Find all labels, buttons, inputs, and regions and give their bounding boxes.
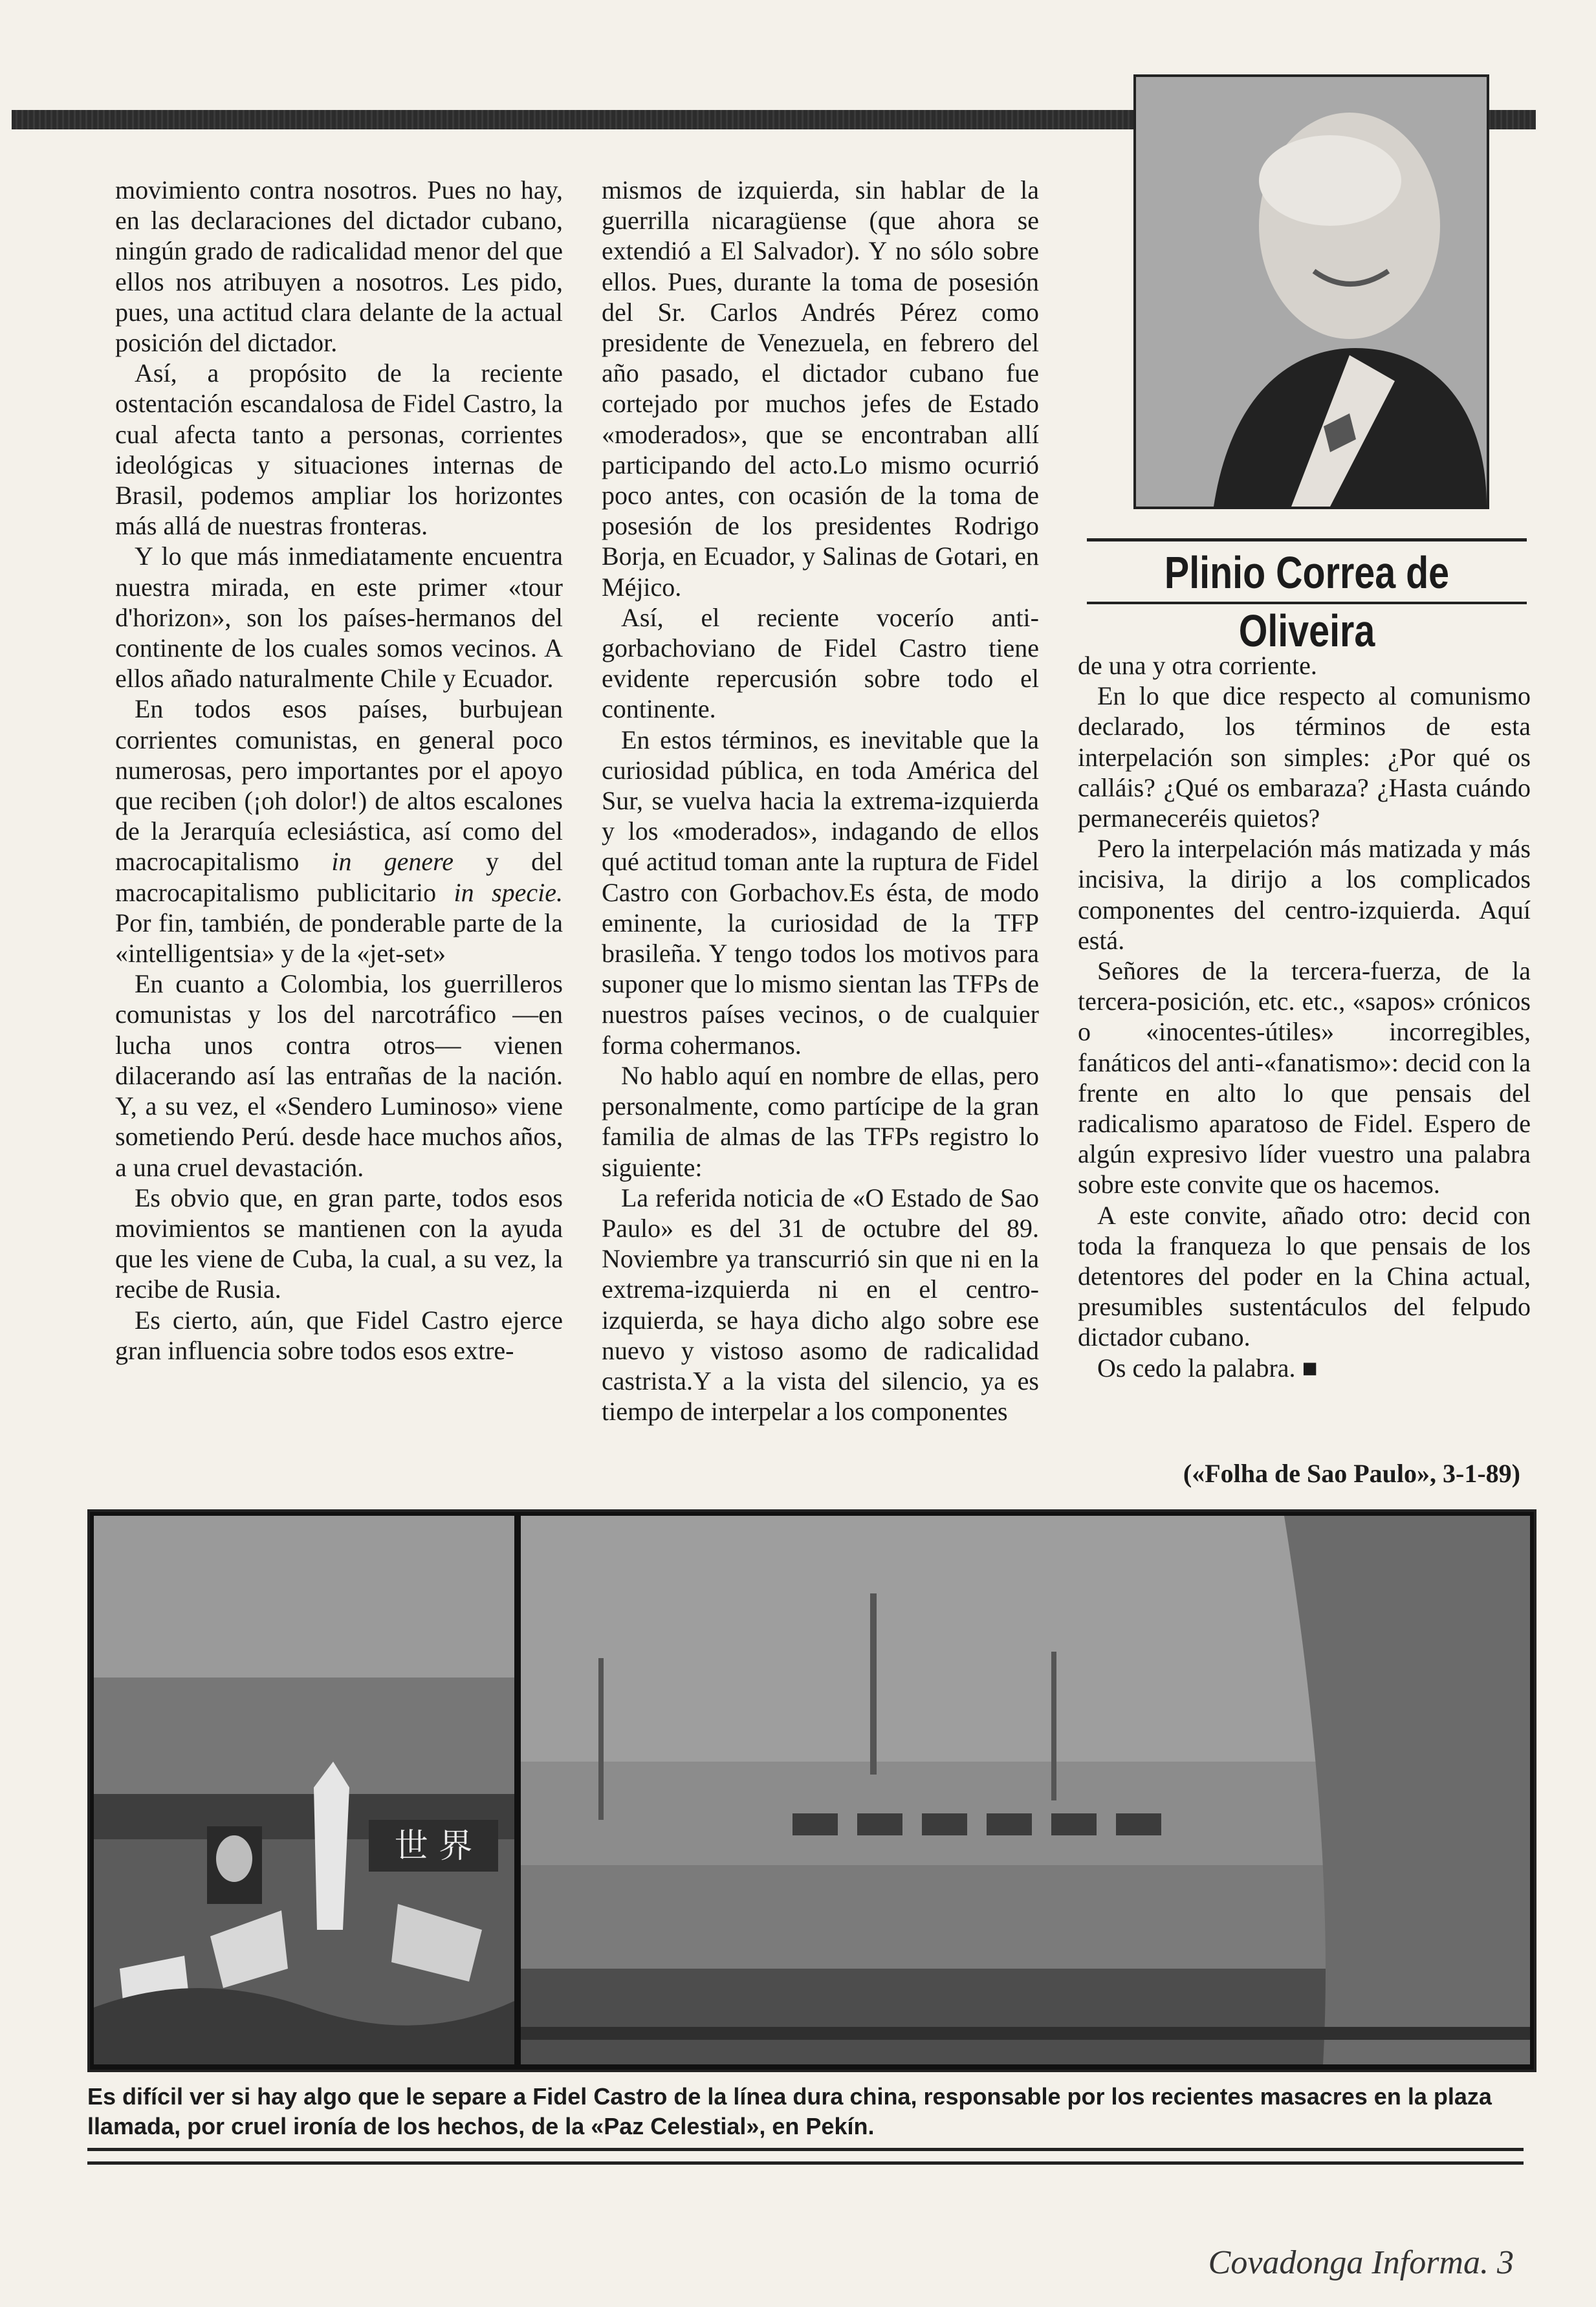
protest-illustration: [94, 1516, 514, 2064]
author-portrait-photo: [1133, 74, 1489, 509]
paragraph: Señores de la tercera-fuerza, de la tercera-posición, etc. etc., «sapos» crónicos o «inocentes-útiles» incorregibles, fanáticos del anti-«fanatismo»: decid con la frente en alto lo que pensais del radicalismo aparatoso de Fidel. Espero de algún expresivo líder vuestro una palabra sobre este convite que os hacemos.: [1078, 956, 1531, 1199]
article-column-2: [602, 175, 1039, 1427]
photo-caption: Es difícil ver si hay algo que le separe a Fidel Castro de la línea dura china, responsable por los recientes masacres en la plaza llamada, por cruel ironía de los hechos, de la «Paz Celestial», en Pekín.: [87, 2083, 1492, 2139]
paragraph: Es cierto, aún, que Fidel Castro ejerce gran influencia sobre todos esos extre-: [115, 1305, 563, 1365]
paragraph: Así, el reciente vocerío anti-gorbachoviano de Fidel Castro tiene evidente repercusión sobre todo el continente.: [602, 602, 1039, 724]
bottom-rule: [87, 2148, 1524, 2165]
paragraph: Es obvio que, en gran parte, todos esos movimientos se mantienen con la ayuda que les viene de Cuba, la cual, a su vez, la recibe de Rusia.: [115, 1183, 563, 1304]
paragraph: de una y otra corriente.: [1078, 651, 1317, 680]
paragraph: mismos de izquierda, sin hablar de la guerrilla nicaragüense (que ahora se extendió a El Salvador). Y no sólo sobre ellos. Pues, durante la toma de posesión del Sr. Carlos Andrés Pérez como presidente de Venezuela, en febrero del año pasado, el dictador cubano fue cortejado por muchos jefes de Estado «moderados», que se encontraban allí participando del acto.Lo mismo ocurrió poco antes, con ocasión de la toma de posesión de los presidentes Rodrigo Borja, en Ecuador, y Salinas de Gotari, en Méjico.: [602, 175, 1039, 602]
author-name: Plinio Correa de Oliveira: [1164, 547, 1450, 656]
paragraph: A este convite, añado otro: decid con toda la franqueza lo que pensais de los detentores del poder en la China actual, presumibles sustentáculos del felpudo dictador cubano.: [1078, 1200, 1531, 1352]
paragraph: En cuanto a Colombia, los guerrilleros comunistas y los del narcotráfico —en lucha unos contra otros— vienen dilacerando así las entrañas de la nación. Y, a su vez, el «Sendero Luminoso» viene sometiendo Perú. desde hace muchos años, a una cruel devastación.: [115, 969, 563, 1182]
paragraph: Y lo que más inmediatamente encuentra nuestra mirada, en este primer «tour d'horizon», son los países-hermanos del continente de los cuales somos vecinos. A ellos añado naturalmente Chile y Ecuador.: [115, 541, 563, 694]
tanks-illustration: [521, 1516, 1530, 2064]
tiananmen-protest-photo: [94, 1516, 514, 2064]
paragraph: La referida noticia de «O Estado de Sao Paulo» es del 31 de octubre del 89. Noviembre ya transcurrió sin que ni en la extrema-izquierda ni en el centro-izquierda, se haya dicho algo sobre ese nuevo y vistoso asomo de radicalidad castrista.Y a la vista del silencio, ya es tiempo de interpelar a los componentes: [602, 1183, 1039, 1427]
paragraph-text: Por fin, también, de ponderable parte de la «intelligentsia» y de la «jet-set»: [115, 908, 563, 968]
paragraph-text: En todos esos países, burbujean corrientes comunistas, en general poco numerosas, pero importantes por el apoyo que reciben (¡oh dolor!) de altos escalones de la Jerarquía eclesiástica, así como del macrocapitalismo: [115, 694, 563, 877]
tiananmen-tanks-photo: [521, 1516, 1530, 2064]
paragraph: No hablo aquí en nombre de ellas, pero personalmente, como partícipe de la gran familia de almas de las TFPs registro lo siguiente:: [602, 1060, 1039, 1182]
paragraph: [115, 694, 563, 968]
article-column-1: [115, 175, 563, 1366]
paragraph: Os cedo la palabra. ■: [1097, 1353, 1318, 1383]
author-rule-top: [1087, 538, 1527, 541]
paragraph-text: y del macrocapitalismo publicitario: [115, 847, 563, 907]
italic-phrase: in genere: [331, 847, 454, 877]
banner-text: 世 界: [394, 1827, 473, 1866]
portrait-illustration: [1136, 77, 1487, 507]
paragraph: movimiento contra nosotros. Pues no hay, en las declaraciones del dictador cubano, ningún grado de radicalidad menor del que ellos nos atribuyen a nosotros. Les pido, pues, una actitud clara delante de la actual posición del dictador.: [115, 175, 563, 358]
source-citation: («Folha de Sao Paulo», 3-1-89): [1183, 1459, 1520, 1488]
page-folio: Covadonga Informa. 3: [1208, 2244, 1514, 2281]
paragraph: En lo que dice respecto al comunismo declarado, los términos de esta interpelación son simples: ¿Por qué os calláis? ¿Qué os embaraza? ¿Hasta cuándo permaneceréis quietos?: [1078, 681, 1531, 833]
paragraph: En estos términos, es inevitable que la curiosidad pública, en toda América del Sur, se vuelva hacia la extrema-izquierda y los «moderados», indagando de ellos qué actitud toman ante la ruptura de Fidel Castro con Gorbachov.Es ésta, de modo eminente, la curiosidad de la TFP brasileña. Y tengo todos los motivos para suponer que lo mismo sientan las TFPs de nuestros países vecinos, o de cualquier forma cohermanos.: [602, 725, 1039, 1060]
paragraph: Así, a propósito de la reciente ostentación escandalosa de Fidel Castro, la cual afecta tanto a personas, corrientes ideológicas y situaciones internas de Brasil, podemos ampliar los horizontes más allá de nuestras fronteras.: [115, 358, 563, 541]
photo-strip: [87, 1509, 1536, 2072]
italic-phrase: in specie.: [454, 877, 563, 907]
paragraph: Pero la interpelación más matizada y más incisiva, la dirijo a los complicados componentes del centro-izquierda. Aquí está.: [1078, 834, 1531, 955]
article-column-3: [1078, 650, 1531, 1383]
author-rule-bottom: [1087, 602, 1527, 604]
